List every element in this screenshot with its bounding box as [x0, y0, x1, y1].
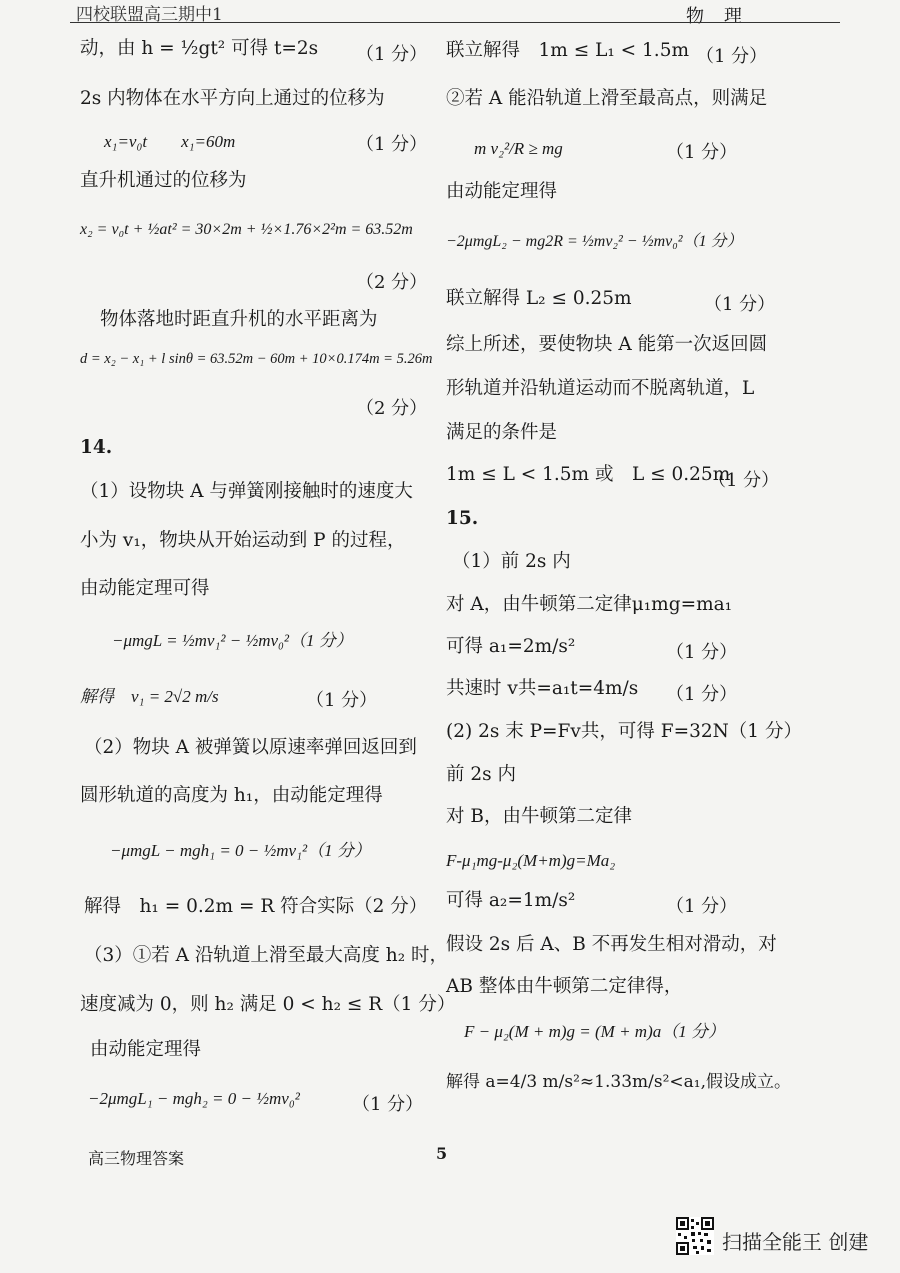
left-line-1: 动，由 h = ½gt² 可得 t=2s: [80, 38, 319, 59]
left-line-18: （3）①若 A 沿轨道上滑至最大高度 h₂ 时，: [84, 945, 448, 966]
left-line-7: d = x₂ − x₁ + l sinθ = 63.52m − 60m + 10×0.174m = 5.26m: [80, 351, 433, 367]
left-score-4: （2 分）: [356, 398, 428, 419]
left-score-1: （1 分）: [356, 44, 428, 65]
left-line-16: −μmgL − mgh₁ = 0 − ½mv₁²（1 分）: [110, 841, 371, 860]
right-line-2: ②若 A 能沿轨道上滑至最高点，则满足: [446, 88, 768, 109]
right-line-1: 联立解得 1m ≤ L₁ < 1.5m: [446, 40, 690, 61]
left-line-19: 速度减为 0，则 h₂ 满足 0 < h₂ ≤ R（1 分）: [80, 994, 456, 1015]
left-score-2: （1 分）: [356, 134, 428, 155]
right-line-15: 共速时 v共=a₁t=4m/s: [446, 678, 639, 699]
header-rule: [70, 22, 840, 23]
footer-title: 高三物理答案: [88, 1149, 185, 1168]
right-line-6: 联立解得 L₂ ≤ 0.25m: [446, 288, 632, 309]
scanner-watermark: 扫描全能王 创建: [722, 1230, 869, 1254]
right-line-21: 假设 2s 后 A、B 不再发生相对滑动，对: [446, 934, 777, 955]
right-line-9: 满足的条件是: [446, 422, 558, 443]
left-line-3: x₁=v₀t x₁=60m: [104, 132, 236, 151]
left-line-21: −2μmgL₁ − mgh₂ = 0 − ½mv₀²: [88, 1089, 300, 1108]
right-score-4: （1 分）: [708, 470, 780, 491]
left-line-13: 解得 v₁ = 2√2 m/s: [80, 687, 219, 706]
left-line-17: 解得 h₁ = 0.2m = R 符合实际（2 分）: [84, 896, 428, 917]
right-line-16: (2) 2s 末 P=Fv共，可得 F=32N（1 分）: [446, 721, 802, 742]
right-line-19: F-μ₁mg-μ₂(M+m)g=Ma₂: [446, 851, 616, 870]
left-line-11: 由动能定理可得: [80, 578, 210, 599]
right-line-24: 解得 a=4/3 m/s²≈1.33m/s²<a₁,假设成立。: [446, 1072, 792, 1092]
header-subject: 物理: [686, 6, 762, 27]
right-line-20: 可得 a₂=1m/s²: [446, 890, 576, 911]
right-score-2: （1 分）: [666, 142, 738, 163]
left-line-10: 小为 v₁，物块从开始运动到 P 的过程，: [80, 530, 406, 551]
right-line-14: 可得 a₁=2m/s²: [446, 636, 576, 657]
left-line-9: （1）设物块 A 与弹簧刚接触时的速度大: [80, 481, 413, 502]
right-line-7: 综上所述，要使物块 A 能第一次返回圆: [446, 334, 768, 355]
right-line-23: F − μ₂(M + m)g = (M + m)a（1 分）: [464, 1022, 725, 1041]
left-line-4: 直升机通过的位移为: [80, 170, 247, 191]
right-line-17: 前 2s 内: [446, 764, 517, 785]
right-score-5: （1 分）: [666, 642, 738, 663]
right-score-1: （1 分）: [696, 46, 768, 67]
right-line-22: AB 整体由牛顿第二定律得，: [446, 976, 683, 997]
right-line-4: 由动能定理得: [446, 181, 558, 202]
header-school: 四校联盟高三期中1: [76, 5, 223, 25]
right-line-8: 形轨道并沿轨道运动而不脱离轨道，L: [446, 378, 755, 399]
left-line-2: 2s 内物体在水平方向上通过的位移为: [80, 88, 385, 109]
left-line-15: 圆形轨道的高度为 h₁，由动能定理得: [80, 785, 383, 806]
left-line-12: −μmgL = ½mv₁² − ½mv₀²（1 分）: [112, 631, 353, 650]
right-score-7: （1 分）: [666, 896, 738, 917]
right-line-13: 对 A，由牛顿第二定律μ₁mg=ma₁: [446, 594, 733, 615]
left-score-6: （1 分）: [352, 1094, 424, 1115]
left-line-14: （2）物块 A 被弹簧以原速率弹回返回到: [84, 737, 417, 758]
right-score-3: （1 分）: [704, 294, 776, 315]
qr-code-icon: [676, 1217, 714, 1255]
right-line-3: m v₂²/R ≥ mg: [474, 139, 563, 158]
right-score-6: （1 分）: [666, 684, 738, 705]
left-score-5: （1 分）: [306, 690, 378, 711]
left-line-5: x₂ = v₀t + ½at² = 30×2m + ½×1.76×2²m = 63.52m: [80, 221, 413, 238]
left-line-20: 由动能定理得: [90, 1039, 202, 1060]
left-line-6: 物体落地时距直升机的水平距离为: [100, 309, 378, 330]
left-score-3: （2 分）: [356, 272, 428, 293]
right-line-12: （1）前 2s 内: [452, 551, 571, 572]
left-line-8: 14.: [80, 437, 113, 458]
right-line-5: −2μmgL₂ − mg2R = ½mv₂² − ½mv₀²（1 分）: [446, 233, 743, 250]
right-line-18: 对 B，由牛顿第二定律: [446, 806, 632, 827]
right-line-11: 15.: [446, 508, 479, 529]
right-line-10: 1m ≤ L < 1.5m 或 L ≤ 0.25m: [446, 464, 731, 485]
page-number: 5: [436, 1144, 448, 1163]
